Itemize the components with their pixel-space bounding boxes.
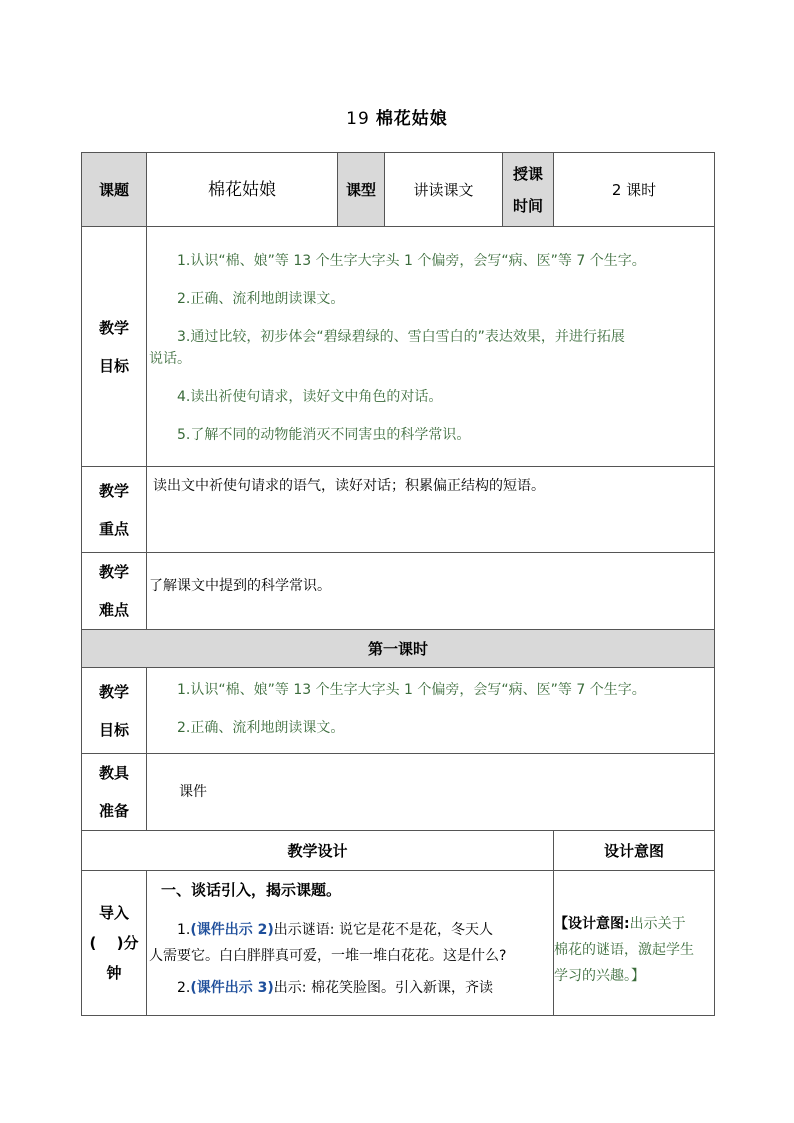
intro-label: [82, 871, 147, 1016]
title-name: 棉花姑娘: [375, 109, 448, 129]
difficulties-label-line1: 教学: [98, 563, 129, 581]
goal-item-1: 1.认识“棉、娘”等 13 个生字大字头 1 个偏旁，会写“病、医”等 7 个生字。: [177, 252, 646, 269]
tools-label-line2: 准备: [98, 802, 129, 820]
goals-row: [82, 227, 715, 467]
intro-step-2: 2.(课件出示 3)出示: 棉花笑脸图。引入新课，齐读: [177, 980, 493, 996]
goals-content: [147, 227, 715, 467]
tools-content: 课件: [147, 754, 715, 831]
goal-item-2: 2.正确、流利地朗读课文。: [177, 290, 345, 307]
courseware-tag-2: (课件出示 2): [190, 922, 274, 938]
lesson1-goals-content: [147, 668, 715, 754]
label-time-line2: 时间: [512, 196, 543, 215]
intro-step-1-cont: 人需要它。白白胖胖真可爱，一堆一堆白花花。这是什么?: [149, 948, 507, 964]
title-number: 19: [346, 109, 370, 129]
design-header-row: [82, 831, 715, 871]
difficulties-label-line2: 难点: [98, 601, 129, 619]
goal-item-5: 5.了解不同的动物能消灭不同害虫的科学常识。: [177, 426, 471, 443]
lesson1-goals-label-line2: 目标: [98, 720, 129, 739]
label-type: 课型: [338, 153, 385, 227]
tools-label: [82, 754, 147, 831]
intro-label-line3: 钟: [106, 964, 122, 982]
header-row: [82, 153, 715, 227]
key-points-label-line1: 教学: [98, 481, 129, 500]
lesson1-goal-1: 1.认识“棉、娘”等 13 个生字大字头 1 个偏旁，会写“病、医”等 7 个生字。: [177, 681, 646, 698]
goal-item-3: 3.通过比较，初步体会“碧绿碧绿的、雪白雪白的”表达效果，并进行拓展: [177, 328, 625, 345]
key-points-content: 读出文中祈使句请求的语气，读好对话；积累偏正结构的短语。: [147, 467, 715, 553]
lesson1-goals-label: [82, 668, 147, 754]
key-points-label-line2: 重点: [98, 519, 129, 538]
intro-label-line1: 导入: [98, 904, 129, 922]
type-value: 讲读课文: [385, 153, 503, 227]
label-time: [503, 153, 554, 227]
time-value: 2 课时: [554, 153, 715, 227]
intro-intent: [554, 871, 715, 1016]
tools-label-line1: 教具: [98, 764, 129, 782]
lesson1-goal-2: 2.正确、流利地朗读课文。: [177, 719, 345, 736]
goals-label: [82, 227, 147, 467]
intro-step-1: 1.(课件出示 2)出示谜语: 说它是花不是花，冬天人: [177, 922, 493, 938]
lesson1-goals-row: [82, 668, 715, 754]
intent-line-2: 棉花的谜语，激起学生: [554, 942, 694, 958]
lesson1-goals-label-line1: 教学: [98, 682, 129, 701]
key-points-row: [82, 467, 715, 553]
label-time-line1: 授课: [512, 164, 543, 183]
key-points-label: [82, 467, 147, 553]
intro-row: [82, 871, 715, 1016]
label-topic: 课题: [82, 153, 147, 227]
difficulties-label: [82, 553, 147, 630]
goal-item-3-cont: 说话。: [149, 350, 191, 367]
topic-value: 棉花姑娘: [147, 153, 338, 227]
intent-line-3: 学习的兴趣。】: [554, 968, 645, 984]
difficulties-row: [82, 553, 715, 630]
intro-content: [147, 871, 554, 1016]
goals-label-line2: 目标: [98, 356, 129, 375]
goals-label-line1: 教学: [98, 318, 129, 337]
intent-line-1: 【设计意图:出示关于: [554, 916, 686, 932]
goal-item-4: 4.读出祈使句请求，读好文中角色的对话。: [177, 388, 443, 405]
col-design-header: 教学设计: [82, 831, 554, 871]
lesson1-heading-row: [82, 630, 715, 668]
lesson-plan-table: [81, 152, 715, 1016]
col-intent-header: 设计意图: [554, 831, 715, 871]
courseware-tag-3: (课件出示 3): [190, 980, 274, 996]
intro-label-line2: ( )分: [89, 934, 139, 952]
lesson1-heading: 第一课时: [82, 630, 715, 668]
difficulties-content: 了解课文中提到的科学常识。: [147, 553, 715, 630]
tools-row: [82, 754, 715, 831]
intro-section-title: 一、谈话引入，揭示课题。: [161, 881, 342, 899]
page-title: [0, 104, 794, 129]
